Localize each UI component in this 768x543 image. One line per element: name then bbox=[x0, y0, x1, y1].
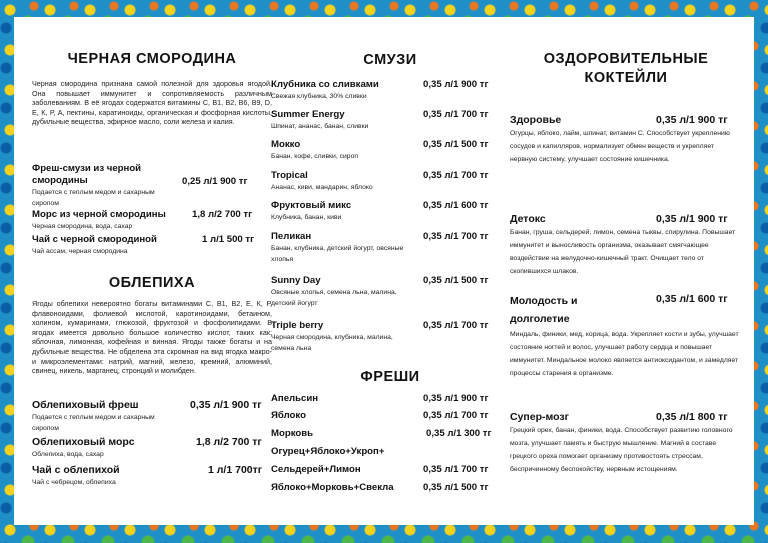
item-price: 0,35 л/1 600 тг bbox=[423, 200, 489, 211]
menu-item[interactable] bbox=[510, 292, 742, 380]
buckthorn-description: Ягоды облепихи невероятно богаты витаминами С, В1, В2, Е, К, Р, флавоноидами, фолиевой кислотой, каротиноидами, бетаином, холином, кумаринами, глюкозой, фруктозой и фосфолипидами. В ягодах имеется довольно большое количество кислот, таких как: яблочная, лимонная, кофейная и винная. Ягоды также богаты и на дубильные вещества. Не обделена эта скромная на вид ягодка макро- и микроэлементами: натрий, магний, железо, кремний, алюминий, свинец, никель, марганец, стронций и молибден. bbox=[32, 299, 272, 376]
menu-item[interactable] bbox=[271, 464, 509, 476]
item-name: Сельдерей+Лимон bbox=[271, 464, 361, 475]
menu-item[interactable] bbox=[271, 428, 509, 440]
item-price: 0,35 л/1 700 тг bbox=[423, 320, 489, 331]
column-left bbox=[32, 17, 272, 525]
menu-item[interactable] bbox=[271, 320, 509, 354]
item-name: Пеликан bbox=[271, 231, 312, 242]
item-name: Triple berry bbox=[271, 320, 324, 331]
item-name: Морс из черной смородины bbox=[32, 209, 166, 220]
menu-item[interactable] bbox=[271, 410, 509, 422]
item-name: Яблоко+Морковь+Свекла bbox=[271, 482, 394, 493]
item-price: 1 л/1 700тг bbox=[208, 464, 263, 476]
item-name: Мокко bbox=[271, 139, 301, 150]
item-name: Фруктовый микс bbox=[271, 200, 352, 211]
item-description: Банан, клубника, детский йогурт, овсяные хлопья bbox=[271, 245, 404, 263]
menu-item[interactable] bbox=[32, 234, 272, 257]
menu-item[interactable] bbox=[271, 482, 509, 494]
item-description: Свежая клубника, 30% сливки bbox=[271, 93, 367, 100]
item-price: 0,35 л/1 500 тг bbox=[423, 275, 489, 286]
menu-item[interactable] bbox=[32, 463, 272, 488]
item-name: Супер-мозг bbox=[510, 411, 570, 423]
item-price: 1,8 л/2 700 тг bbox=[196, 436, 262, 448]
item-price: 1,8 л/2 700 тг bbox=[192, 209, 253, 220]
column-right bbox=[510, 17, 742, 525]
item-name: Огурец+Яблоко+Укроп+ bbox=[271, 446, 385, 457]
item-description: Облепиха, вода, сахар bbox=[32, 451, 104, 458]
menu-item[interactable] bbox=[271, 139, 509, 162]
item-price: 0,35 л/1 500 тг bbox=[423, 139, 489, 150]
item-price: 0,35 л/1 900 тг bbox=[656, 213, 728, 225]
menu-item[interactable] bbox=[271, 79, 509, 102]
item-description: Шпинат, ананас, банан, сливки bbox=[271, 123, 369, 130]
item-price: 1 л/1 500 тг bbox=[202, 234, 255, 245]
item-price: 0,35 л/1 700 тг bbox=[423, 170, 489, 181]
item-name: Tropical bbox=[271, 170, 308, 181]
menu-item[interactable] bbox=[32, 209, 272, 232]
item-description: Подается с теплым медом и сахарным сиропом bbox=[32, 414, 155, 432]
menu-item[interactable] bbox=[32, 435, 272, 460]
health-title-line2: КОКТЕЙЛИ bbox=[584, 70, 668, 86]
item-description: Банан, груша, сельдерей, лимон, семена тыквы, спирулина. Повышает иммунитет и выносливость организма, оказывает смягчающее воздействие на желудочно-кишечный тракт. Очищает тело от скопившихся шлаков. bbox=[510, 229, 736, 275]
item-name: Summer Energy bbox=[271, 109, 345, 120]
item-name: Детокс bbox=[510, 213, 546, 225]
item-name: Облепиховый морс bbox=[32, 436, 135, 448]
item-price: 0,35 л/1 700 тг bbox=[423, 231, 489, 242]
item-description: Огурцы, яблоко, лайм, шпинат, витамин С. Способствует укреплению сосудов и капилляров, нормализует обмен веществ и укрепляет нервную систему, улучшает состояние кишечника. bbox=[510, 130, 730, 163]
item-price: 0,35 л/1 700 тг bbox=[423, 464, 489, 475]
item-description: Черная смородина, вода, сахар bbox=[32, 223, 133, 230]
item-description: Грецкий орех, банан, финики, вода. Способствует развитию головного мозга, улучшает память и быструю мышление. Магний в составе грецкого ореха помогает организму противостоять стрессам, беспричинному беспокойству, нервным истощениям. bbox=[510, 427, 733, 473]
item-description: Ананас, киви, мандарин, яблоко bbox=[271, 184, 373, 191]
item-description: Клубника, банан, киви bbox=[271, 214, 342, 221]
menu-item[interactable] bbox=[271, 446, 509, 458]
menu-item[interactable] bbox=[510, 212, 742, 278]
item-description: Подается с теплым медом и сахарным сиропом bbox=[32, 189, 155, 207]
menu-item[interactable] bbox=[32, 398, 272, 434]
item-price: 0,35 л/1 900 тг bbox=[423, 393, 489, 404]
item-name: Апельсин bbox=[271, 393, 319, 404]
item-description: Чай ассам, черная смородина bbox=[32, 248, 128, 255]
item-price: 0,35 л/1 700 тг bbox=[423, 109, 489, 120]
menu-item[interactable] bbox=[271, 109, 509, 132]
item-description: Банан, кофе, сливки, сироп bbox=[271, 153, 359, 160]
menu-item[interactable] bbox=[510, 113, 742, 166]
item-description: Миндаль, финики, мед, корица, вода. Укрепляет кости и зубы, улучшает состояние ногтей и волос, улучшает работу сердца и повышает иммунитет. Миндальное молоко является антиоксидантом, и замедляет процессы старения в организме. bbox=[510, 331, 739, 377]
item-name: Яблоко bbox=[271, 410, 306, 421]
fresh-title: ФРЕШИ bbox=[360, 369, 420, 385]
menu-item[interactable] bbox=[271, 231, 509, 265]
item-name: Чай с облепихой bbox=[32, 464, 120, 476]
smoothie-title: СМУЗИ bbox=[363, 52, 417, 68]
item-name: Молодость и долголетие bbox=[510, 295, 578, 325]
item-price: 0,35 л/1 600 тг bbox=[656, 293, 728, 305]
item-name: Облепиховый фреш bbox=[32, 399, 139, 411]
item-name: Клубника со сливками bbox=[271, 79, 379, 90]
menu-item[interactable] bbox=[510, 410, 742, 476]
buckthorn-title: ОБЛЕПИХА bbox=[108, 275, 196, 291]
item-price: 0,35 л/1 500 тг bbox=[423, 482, 489, 493]
item-name: Здоровье bbox=[510, 114, 562, 126]
currant-title: ЧЕРНАЯ СМОРОДИНА bbox=[67, 51, 237, 67]
menu-item[interactable] bbox=[271, 200, 509, 223]
item-name: Морковь bbox=[271, 428, 314, 439]
currant-description: Черная смородина признана самой полезной для здоровья ягодой. Она повышает иммунитет и сопротивляемость различным заболеваниям. В её ягодах содержатся витамины С, В1, В2, В6, В9, D, Е, К, Р, А, пектины, каратиноиды, органическая и фосфорная кислоты, дубильные вещества, эфирное масло, соли железа и калия. bbox=[32, 79, 272, 127]
item-price: 0,35 л/1 300 тг bbox=[426, 428, 492, 439]
menu-item[interactable] bbox=[271, 275, 509, 309]
health-title-line1: ОЗДОРОВИТЕЛЬНЫЕ bbox=[543, 51, 709, 67]
item-price: 0,35 л/1 800 тг bbox=[656, 411, 728, 423]
menu-panel bbox=[14, 17, 754, 525]
item-name: Фреш-смузи из черной смородины bbox=[32, 163, 142, 186]
menu-item[interactable] bbox=[271, 170, 509, 193]
item-description: Чай с чебрецом, облепиха bbox=[32, 479, 116, 486]
menu-item[interactable] bbox=[32, 163, 272, 209]
item-name: Чай с черной смородиной bbox=[32, 234, 157, 245]
item-description: Черная смородина, клубника, малина, семена льна bbox=[271, 334, 393, 352]
item-price: 0,25 л/1 900 тг bbox=[182, 176, 248, 187]
item-description: Овсяные хлопья, семена льна, малина, детский йогурт bbox=[271, 289, 397, 307]
item-price: 0,35 л/1 900 тг bbox=[190, 399, 262, 411]
item-price: 0,35 л/1 900 тг bbox=[656, 114, 728, 126]
item-price: 0,35 л/1 900 тг bbox=[423, 79, 489, 90]
menu-item[interactable] bbox=[271, 393, 509, 405]
item-price: 0,35 л/1 700 тг bbox=[423, 410, 489, 421]
column-middle bbox=[271, 17, 509, 525]
item-name: Sunny Day bbox=[271, 275, 321, 286]
